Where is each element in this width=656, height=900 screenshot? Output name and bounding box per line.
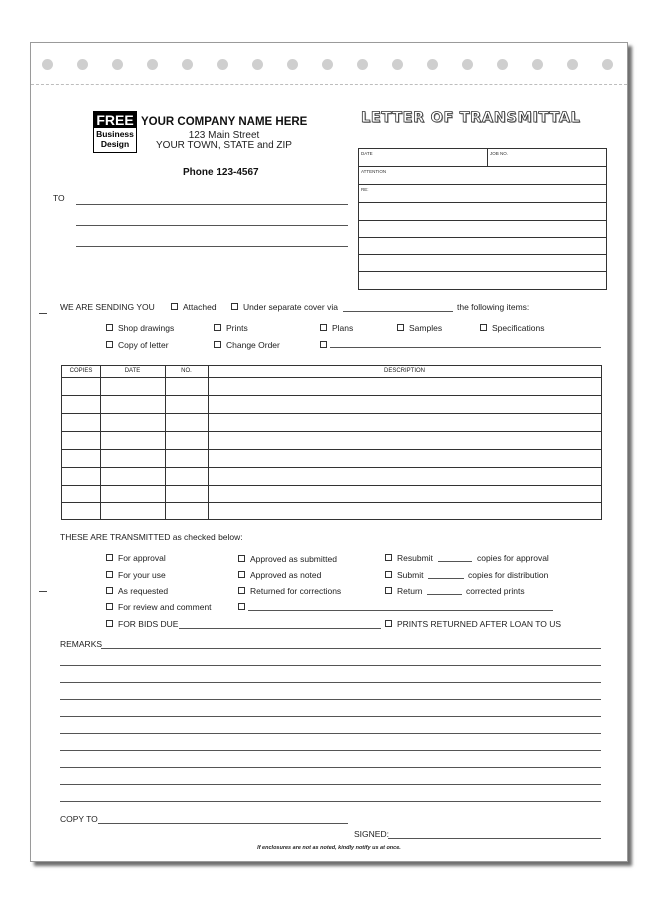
remarks-line[interactable]	[60, 784, 601, 785]
resubmit-checkbox[interactable]: Resubmit	[385, 553, 433, 563]
checkbox-square[interactable]	[385, 587, 392, 594]
items-table	[61, 365, 602, 520]
info-box	[358, 148, 607, 290]
info-row-divider	[359, 254, 606, 255]
punch-hole	[567, 59, 578, 70]
info-row-divider	[359, 184, 606, 185]
prints-returned-checkbox[interactable]: PRINTS RETURNED AFTER LOAN TO US	[385, 619, 561, 629]
checkbox-square[interactable]	[106, 620, 113, 627]
punch-hole	[602, 59, 613, 70]
to-label: TO	[53, 193, 65, 203]
submit-checkbox[interactable]: Submit	[385, 570, 423, 580]
remarks-line[interactable]	[60, 716, 601, 717]
punch-hole	[287, 59, 298, 70]
table-col-divider	[100, 366, 101, 519]
col-header-no: NO.	[181, 368, 192, 374]
job-no-field-label[interactable]: JOB NO.	[490, 151, 509, 156]
other-item-checkbox[interactable]	[320, 340, 332, 350]
checkbox-square[interactable]	[320, 324, 327, 331]
company-street: 123 Main Street	[188, 130, 260, 141]
perforation-line	[31, 84, 627, 85]
fold-mark	[39, 313, 47, 314]
free-business-design-logo	[93, 111, 137, 153]
table-col-divider	[165, 366, 166, 519]
remarks-line[interactable]	[60, 699, 601, 700]
for-your-use-checkbox[interactable]: For your use	[106, 570, 166, 580]
col-header-description: DESCRIPTION	[383, 368, 425, 374]
punch-hole	[462, 59, 473, 70]
to-line-2[interactable]	[76, 225, 348, 226]
info-row-divider	[359, 202, 606, 203]
fold-mark	[39, 591, 47, 592]
punch-hole	[217, 59, 228, 70]
table-row[interactable]	[62, 395, 601, 396]
resubmit-suffix: copies for approval	[477, 553, 549, 563]
date-field-label[interactable]: DATE	[361, 151, 373, 156]
samples-checkbox[interactable]: Samples	[397, 323, 442, 333]
table-row[interactable]	[62, 413, 601, 414]
transmitted-label: THESE ARE TRANSMITTED as checked below:	[60, 532, 243, 542]
for-review-checkbox[interactable]: For review and comment	[106, 602, 212, 612]
footer-note: If enclosures are not as noted, kindly notify us at once.	[257, 845, 401, 851]
company-city: YOUR TOWN, STATE and ZIP	[156, 140, 292, 151]
form-title: LETTER OF TRANSMITTAL	[361, 110, 581, 126]
punch-hole	[147, 59, 158, 70]
checkbox-square[interactable]	[238, 587, 245, 594]
table-row[interactable]	[62, 449, 601, 450]
remarks-line[interactable]	[60, 767, 601, 768]
attached-checkbox[interactable]: Attached	[171, 302, 217, 312]
logo-business-text: Business	[96, 129, 134, 139]
separate-cover-checkbox[interactable]: Under separate cover via	[231, 302, 338, 312]
as-requested-checkbox[interactable]: As requested	[106, 586, 168, 596]
company-phone: Phone 123-4567	[183, 167, 259, 178]
transmittal-form-sheet	[30, 42, 628, 862]
checkbox-square[interactable]	[238, 603, 245, 610]
punch-hole	[497, 59, 508, 70]
checkbox-square[interactable]	[106, 603, 113, 610]
table-row[interactable]	[62, 502, 601, 503]
attention-field-label[interactable]: ATTENTION	[361, 169, 387, 174]
for-approval-checkbox[interactable]: For approval	[106, 553, 166, 563]
specifications-checkbox[interactable]: Specifications	[480, 323, 544, 333]
info-row-divider	[359, 166, 606, 167]
checkbox-square[interactable]	[214, 324, 221, 331]
remarks-label: REMARKS	[60, 639, 103, 649]
other-transmit-line[interactable]	[248, 610, 553, 611]
copy-to-label: COPY TO	[60, 814, 98, 824]
copy-to-line[interactable]	[98, 823, 348, 824]
punch-hole	[357, 59, 368, 70]
shop-drawings-checkbox[interactable]: Shop drawings	[106, 323, 174, 333]
approved-noted-checkbox[interactable]: Approved as noted	[238, 570, 321, 580]
signature-line[interactable]	[388, 838, 601, 839]
punch-hole	[392, 59, 403, 70]
checkbox-square[interactable]	[397, 324, 404, 331]
checkbox-square[interactable]	[238, 571, 245, 578]
change-order-checkbox[interactable]: Change Order	[214, 340, 280, 350]
remarks-line[interactable]	[60, 682, 601, 683]
col-header-copies: COPIES	[69, 368, 93, 374]
punch-hole	[532, 59, 543, 70]
checkbox-square[interactable]	[480, 324, 487, 331]
separate-cover-via-line[interactable]	[343, 311, 453, 312]
remarks-line[interactable]	[60, 665, 601, 666]
table-row[interactable]	[62, 377, 601, 378]
punch-hole	[427, 59, 438, 70]
logo-free-text: FREE	[94, 112, 136, 128]
info-row-divider	[359, 271, 606, 272]
plans-checkbox[interactable]: Plans	[320, 323, 353, 333]
resubmit-copies-line[interactable]	[438, 561, 472, 562]
return-checkbox[interactable]: Return	[385, 586, 423, 596]
bids-due-line[interactable]	[179, 628, 381, 629]
approved-submitted-checkbox[interactable]: Approved as submitted	[238, 554, 337, 564]
prints-checkbox[interactable]: Prints	[214, 323, 248, 333]
checkbox-square[interactable]	[385, 554, 392, 561]
checkbox-square[interactable]	[238, 555, 245, 562]
copy-of-letter-checkbox[interactable]: Copy of letter	[106, 340, 169, 350]
remarks-line[interactable]	[60, 733, 601, 734]
remarks-line[interactable]	[60, 750, 601, 751]
logo-design-text: Design	[100, 139, 130, 149]
checkbox-square[interactable]	[385, 620, 392, 627]
checkbox-square[interactable]	[106, 554, 113, 561]
table-row[interactable]	[62, 467, 601, 468]
info-col-divider	[487, 149, 488, 166]
checkbox-square[interactable]	[106, 587, 113, 594]
info-row-divider	[359, 220, 606, 221]
punch-hole	[182, 59, 193, 70]
return-copies-line[interactable]	[427, 594, 462, 595]
table-row[interactable]	[62, 485, 601, 486]
punch-hole	[322, 59, 333, 70]
company-name: YOUR COMPANY NAME HERE	[141, 116, 308, 128]
info-row-divider	[359, 237, 606, 238]
table-row[interactable]	[62, 431, 601, 432]
checkbox-square[interactable]	[106, 341, 113, 348]
submit-copies-line[interactable]	[428, 578, 464, 579]
punch-hole	[77, 59, 88, 70]
punch-hole	[112, 59, 123, 70]
checkbox-square[interactable]	[385, 571, 392, 578]
checkbox-square[interactable]	[231, 303, 238, 310]
checkbox-square[interactable]	[171, 303, 178, 310]
other-item-line[interactable]	[330, 347, 601, 348]
punch-hole	[42, 59, 53, 70]
submit-suffix: copies for distribution	[468, 570, 549, 580]
following-items-text: the following items:	[457, 302, 530, 312]
table-col-divider	[208, 366, 209, 519]
returned-corrections-checkbox[interactable]: Returned for corrections	[238, 586, 341, 596]
remarks-line[interactable]	[60, 801, 601, 802]
return-suffix: corrected prints	[466, 586, 525, 596]
to-line-3[interactable]	[76, 246, 348, 247]
checkbox-square[interactable]	[320, 341, 327, 348]
re-field-label[interactable]: RE:	[361, 187, 369, 192]
remarks-line[interactable]	[101, 648, 601, 649]
to-line-1[interactable]	[76, 204, 348, 205]
signed-label: SIGNED:	[354, 829, 389, 839]
punch-hole	[252, 59, 263, 70]
checkbox-square[interactable]	[106, 324, 113, 331]
checkbox-square[interactable]	[106, 571, 113, 578]
checkbox-square[interactable]	[214, 341, 221, 348]
col-header-date: DATE	[124, 368, 141, 374]
for-bids-due-checkbox[interactable]: FOR BIDS DUE	[106, 619, 178, 629]
sending-label: WE ARE SENDING YOU	[60, 302, 155, 312]
